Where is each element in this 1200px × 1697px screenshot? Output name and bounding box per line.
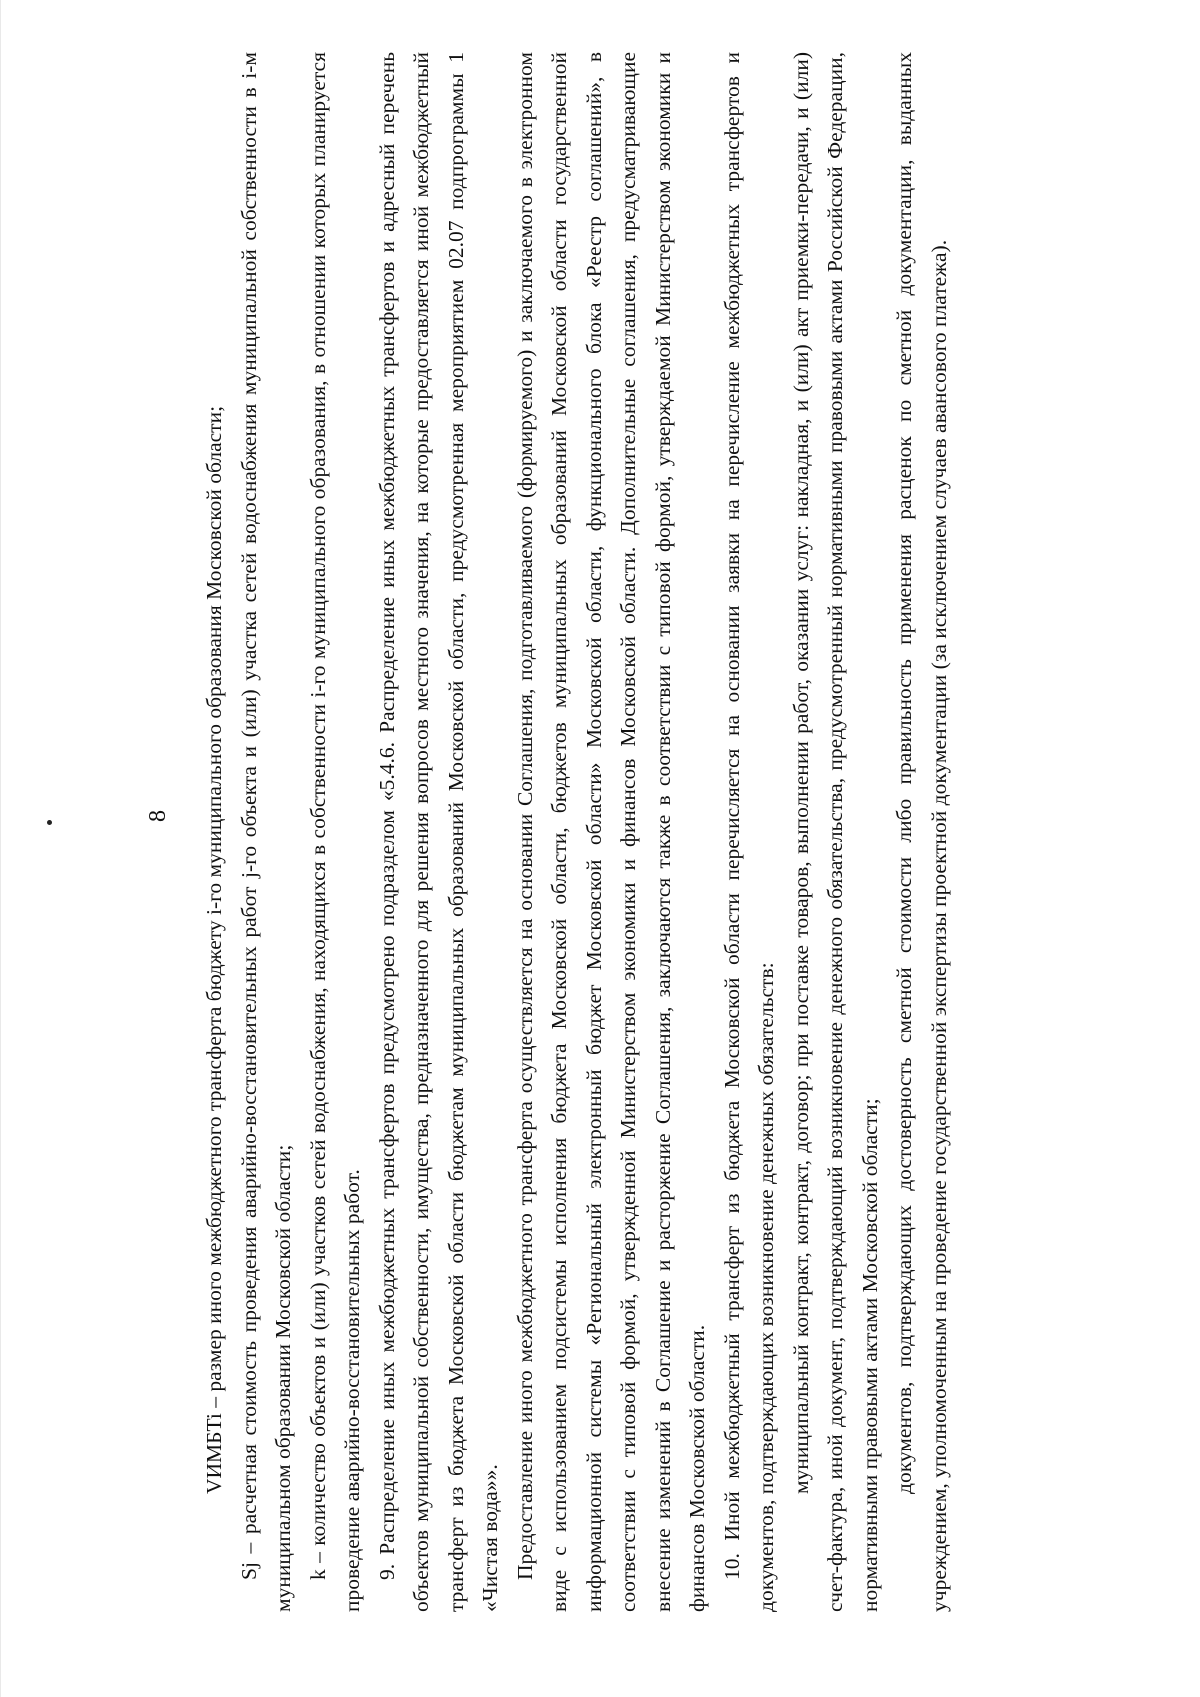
scan-edge-line [0,0,1,1697]
document-body [197,52,956,1612]
document-page [145,52,1045,1612]
paragraph: муниципальный контракт, контракт, договор; при поставке товаров, выполнении работ, оказании услуг: накладная, и (или) акт приемки-передачи, и (или) счет-фактура, иной документ, подтверждающий возникновение денежного обязательства, предусмотренный нормативными правовыми актами Российской Федерации, нормативными правовыми актами Московской области; [788,52,882,1612]
paragraph: документов, подтверждающих достоверность сметной стоимости либо правильность применения расценок по сметной документации, выданных учреждением, уполномоченным на проведение государственной экспертизы проектной документации (за исключением случаев авансового платежа). [892,52,951,1612]
paragraph: 9. Распределение иных межбюджетных трансфертов предусмотрено подразделом «5.4.6. Распределение иных межбюджетных трансфертов и адресный перечень объектов муниципальной собственности, имущества, предназначенного для решения вопросов местного значения, на которые предоставляется иной межбюджетный трансферт из бюджета Московской области бюджетам муниципальных образований Московской области, предусмотренная мероприятием 02.07 подпрограммы 1 «Чистая вода»». [374,52,502,1612]
page-number: 8 [145,810,171,822]
paragraph: 10. Иной межбюджетный трансферт из бюджета Московской области перечисляется на основании заявки на перечисление межбюджетных трансфертов и документов, подтверждающих возникновение денежных обязательств: [719,52,778,1612]
paragraph: Sj – расчетная стоимость проведения аварийно-восстановительных работ j-го объекта и (или) участка сетей водоснабжения муниципальной собственности в i-м муниципальном образовании Московской области; [236,52,295,1612]
paragraph: k – количество объектов и (или) участков сетей водоснабжения, находящихся в собственности i-го муниципального образования, в отношении которых планируется проведение аварийно-восстановительных работ. [305,52,364,1612]
paragraph: VИМБTi – размер иного межбюджетного трансферта бюджету i-го муниципального образования Московской области; [202,405,226,1494]
paragraph: Предоставление иного межбюджетного трансферта осуществляется на основании Соглашения, подготавливаемого (формируемого) и заключаемого в электронном виде с использованием подсистемы исполнения бюджета Московской области, бюджетов муниципальных образований Московской области государственной информационной системы «Региональный электронный бюджет Московской области» Московской области, функционального блока «Реестр соглашений», в соответствии с типовой формой, утвержденной Министерством экономики и финансов Московской области. Дополнительные соглашения, предусматривающие внесение изменений в Соглашение и расторжение Соглашения, заключаются также в соответствии с типовой формой, утверждаемой Министерством экономики и финансов Московской области. [512,52,709,1612]
scan-speck [47,820,52,825]
